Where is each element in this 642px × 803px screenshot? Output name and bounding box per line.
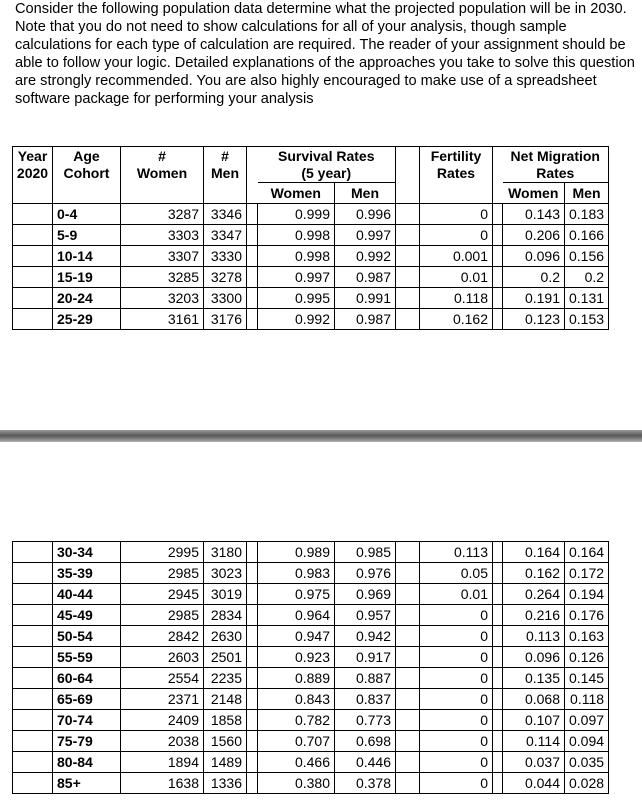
spacer-cell	[493, 668, 503, 689]
spacer-cell	[396, 288, 420, 309]
survival-women-cell: 0.782	[258, 710, 335, 731]
women-count-cell: 2371	[121, 689, 204, 710]
spacer-cell	[247, 605, 258, 626]
survival-women-cell: 0.707	[258, 731, 335, 752]
fertility-cell: 0	[420, 668, 493, 689]
migration-women-cell: 0.191	[503, 288, 565, 309]
survival-men-cell: 0.969	[335, 584, 396, 605]
survival-women-cell: 0.466	[258, 752, 335, 773]
women-count-cell: 2995	[121, 542, 204, 563]
survival-men-cell: 0.378	[335, 773, 396, 794]
spacer-cell	[247, 689, 258, 710]
header-women-count: # Women	[121, 147, 204, 183]
header-spacer	[493, 147, 503, 183]
table-row	[13, 584, 609, 605]
spacer-cell	[396, 267, 420, 288]
fertility-cell: 0	[420, 752, 493, 773]
year-cell	[13, 605, 53, 626]
migration-women-cell: 0.044	[503, 773, 565, 794]
survival-men-cell: 0.985	[335, 542, 396, 563]
year-cell	[13, 563, 53, 584]
migration-men-cell: 0.2	[565, 267, 609, 288]
year-cell	[13, 584, 53, 605]
spacer-cell	[396, 668, 420, 689]
spacer-cell	[396, 605, 420, 626]
men-count-cell: 1858	[204, 710, 247, 731]
migration-men-cell: 0.097	[565, 710, 609, 731]
table-row	[13, 773, 609, 794]
men-count-cell: 3176	[204, 309, 247, 330]
year-cell	[13, 773, 53, 794]
spacer-cell	[396, 225, 420, 246]
spacer-cell	[396, 773, 420, 794]
men-count-cell: 3300	[204, 288, 247, 309]
year-cell	[13, 246, 53, 267]
year-cell	[13, 752, 53, 773]
fertility-cell: 0	[420, 605, 493, 626]
women-count-cell: 2603	[121, 647, 204, 668]
spacer-cell	[247, 309, 258, 330]
men-count-cell: 3278	[204, 267, 247, 288]
spacer-cell	[396, 584, 420, 605]
spacer-cell	[493, 773, 503, 794]
spacer-cell	[493, 647, 503, 668]
table-row	[13, 246, 609, 267]
fertility-cell: 0.113	[420, 542, 493, 563]
fertility-cell: 0.01	[420, 584, 493, 605]
migration-women-cell: 0.216	[503, 605, 565, 626]
header-year: Year 2020	[13, 147, 53, 183]
migration-men-cell: 0.172	[565, 563, 609, 584]
survival-women-cell: 0.998	[258, 225, 335, 246]
migration-women-cell: 0.107	[503, 710, 565, 731]
spacer-cell	[247, 288, 258, 309]
migration-women-cell: 0.206	[503, 225, 565, 246]
spacer-cell	[396, 204, 420, 225]
migration-women-cell: 0.037	[503, 752, 565, 773]
migration-men-cell: 0.118	[565, 689, 609, 710]
age-cohort-cell: 30-34	[53, 542, 121, 563]
year-cell	[13, 309, 53, 330]
spacer-cell	[493, 689, 503, 710]
survival-women-cell: 0.843	[258, 689, 335, 710]
migration-women-cell: 0.068	[503, 689, 565, 710]
table-row	[13, 204, 609, 225]
spacer-cell	[247, 668, 258, 689]
age-cohort-cell: 0-4	[53, 204, 121, 225]
age-cohort-cell: 10-14	[53, 246, 121, 267]
men-count-cell: 3180	[204, 542, 247, 563]
spacer-cell	[247, 752, 258, 773]
men-count-cell: 1560	[204, 731, 247, 752]
age-cohort-cell: 50-54	[53, 626, 121, 647]
spacer-cell	[396, 626, 420, 647]
year-cell	[13, 225, 53, 246]
women-count-cell: 3285	[121, 267, 204, 288]
table-row	[13, 605, 609, 626]
fertility-cell: 0	[420, 689, 493, 710]
survival-men-cell: 0.887	[335, 668, 396, 689]
spacer-cell	[396, 542, 420, 563]
spacer-cell	[396, 731, 420, 752]
year-cell	[13, 647, 53, 668]
age-cohort-cell: 60-64	[53, 668, 121, 689]
age-cohort-cell: 15-19	[53, 267, 121, 288]
survival-men-cell: 0.773	[335, 710, 396, 731]
spacer-cell	[493, 605, 503, 626]
women-count-cell: 2409	[121, 710, 204, 731]
spacer-cell	[493, 626, 503, 647]
table-row	[13, 542, 609, 563]
migration-men-cell: 0.194	[565, 584, 609, 605]
spacer-cell	[396, 563, 420, 584]
survival-women-cell: 0.964	[258, 605, 335, 626]
year-cell	[13, 204, 53, 225]
age-cohort-cell: 85+	[53, 773, 121, 794]
men-count-cell: 1336	[204, 773, 247, 794]
age-cohort-cell: 75-79	[53, 731, 121, 752]
year-cell	[13, 668, 53, 689]
survival-women-cell: 0.999	[258, 204, 335, 225]
women-count-cell: 1638	[121, 773, 204, 794]
table-row	[13, 288, 609, 309]
spacer-cell	[493, 563, 503, 584]
survival-men-cell: 0.991	[335, 288, 396, 309]
survival-men-cell: 0.976	[335, 563, 396, 584]
spacer-cell	[396, 710, 420, 731]
migration-women-cell: 0.123	[503, 309, 565, 330]
spacer-cell	[493, 542, 503, 563]
spacer-cell	[247, 246, 258, 267]
spacer-cell	[247, 267, 258, 288]
spacer-cell	[247, 542, 258, 563]
year-cell	[13, 689, 53, 710]
spacer-cell	[247, 584, 258, 605]
header-men-count: # Men	[204, 147, 247, 183]
table-row	[13, 225, 609, 246]
women-count-cell: 2038	[121, 731, 204, 752]
migration-women-cell: 0.264	[503, 584, 565, 605]
survival-women-cell: 0.998	[258, 246, 335, 267]
spacer-cell	[493, 204, 503, 225]
fertility-cell: 0	[420, 773, 493, 794]
age-cohort-cell: 40-44	[53, 584, 121, 605]
survival-women-cell: 0.995	[258, 288, 335, 309]
year-cell	[13, 542, 53, 563]
fertility-cell: 0	[420, 225, 493, 246]
migration-women-cell: 0.114	[503, 731, 565, 752]
survival-men-cell: 0.996	[335, 204, 396, 225]
fertility-cell: 0.118	[420, 288, 493, 309]
table-bottom-body	[13, 542, 609, 794]
year-cell	[13, 731, 53, 752]
year-cell	[13, 626, 53, 647]
survival-men-cell: 0.942	[335, 626, 396, 647]
spacer-cell	[493, 267, 503, 288]
age-cohort-cell: 45-49	[53, 605, 121, 626]
table-row	[13, 309, 609, 330]
women-count-cell: 1894	[121, 752, 204, 773]
survival-men-cell: 0.987	[335, 267, 396, 288]
header-age-cohort: Age Cohort	[53, 147, 121, 183]
women-count-cell: 3161	[121, 309, 204, 330]
table-row	[13, 731, 609, 752]
men-count-cell: 3330	[204, 246, 247, 267]
migration-women-cell: 0.096	[503, 647, 565, 668]
header-survival-rates: Survival Rates (5 year)	[258, 147, 396, 183]
spacer-cell	[247, 626, 258, 647]
migration-men-cell: 0.176	[565, 605, 609, 626]
migration-men-cell: 0.094	[565, 731, 609, 752]
spacer-cell	[247, 225, 258, 246]
spacer-cell	[396, 309, 420, 330]
header-migration-women: Women	[503, 183, 565, 204]
header-survival-women: Women	[258, 183, 335, 204]
men-count-cell: 2501	[204, 647, 247, 668]
spacer-cell	[396, 647, 420, 668]
header-migration-men: Men	[565, 183, 609, 204]
spacer-cell	[247, 563, 258, 584]
men-count-cell: 1489	[204, 752, 247, 773]
table-row	[13, 752, 609, 773]
migration-men-cell: 0.131	[565, 288, 609, 309]
survival-women-cell: 0.889	[258, 668, 335, 689]
migration-men-cell: 0.163	[565, 626, 609, 647]
survival-men-cell: 0.987	[335, 309, 396, 330]
age-cohort-cell: 25-29	[53, 309, 121, 330]
table-top-body	[13, 204, 609, 330]
spacer-cell	[396, 689, 420, 710]
spacer-cell	[493, 731, 503, 752]
spacer-cell	[493, 309, 503, 330]
spacer-cell	[247, 647, 258, 668]
header-fertility-rates: Fertility Rates	[420, 147, 493, 183]
women-count-cell: 3287	[121, 204, 204, 225]
survival-men-cell: 0.957	[335, 605, 396, 626]
survival-women-cell: 0.983	[258, 563, 335, 584]
population-table-top	[12, 146, 609, 330]
table-row	[13, 689, 609, 710]
age-cohort-cell: 20-24	[53, 288, 121, 309]
question-text: Consider the following population data determine what the projected population will be in 2030. Note that you do not need to show calculations for all of your analysis, though sample calculations for each type of calculation are required. The reader of your assignment should be able to follow your logic. Detailed explanations of the approaches you take to solve this question are strongly recommended. You are also highly encouraged to make use of a spreadsheet software package for performing your analysis	[15, 1, 635, 107]
spacer-cell	[396, 246, 420, 267]
women-count-cell: 2985	[121, 563, 204, 584]
table-row	[13, 563, 609, 584]
survival-men-cell: 0.446	[335, 752, 396, 773]
header-net-migration-rates: Net Migration Rates	[503, 147, 609, 183]
fertility-cell: 0.001	[420, 246, 493, 267]
men-count-cell: 2235	[204, 668, 247, 689]
survival-women-cell: 0.380	[258, 773, 335, 794]
women-count-cell: 3307	[121, 246, 204, 267]
migration-men-cell: 0.153	[565, 309, 609, 330]
migration-men-cell: 0.126	[565, 647, 609, 668]
women-count-cell: 3203	[121, 288, 204, 309]
year-cell	[13, 288, 53, 309]
spacer-cell	[493, 710, 503, 731]
spacer-cell	[493, 288, 503, 309]
survival-men-cell: 0.698	[335, 731, 396, 752]
women-count-cell: 2842	[121, 626, 204, 647]
age-cohort-cell: 80-84	[53, 752, 121, 773]
survival-men-cell: 0.837	[335, 689, 396, 710]
spacer-cell	[493, 246, 503, 267]
migration-women-cell: 0.143	[503, 204, 565, 225]
survival-men-cell: 0.997	[335, 225, 396, 246]
header-spacer	[247, 147, 258, 183]
men-count-cell: 2630	[204, 626, 247, 647]
year-cell	[13, 710, 53, 731]
survival-women-cell: 0.992	[258, 309, 335, 330]
fertility-cell: 0.162	[420, 309, 493, 330]
migration-men-cell: 0.028	[565, 773, 609, 794]
spacer-cell	[247, 773, 258, 794]
migration-women-cell: 0.096	[503, 246, 565, 267]
migration-women-cell: 0.164	[503, 542, 565, 563]
men-count-cell: 3023	[204, 563, 247, 584]
fertility-cell: 0	[420, 731, 493, 752]
migration-men-cell: 0.164	[565, 542, 609, 563]
fertility-cell: 0	[420, 204, 493, 225]
migration-women-cell: 0.113	[503, 626, 565, 647]
survival-women-cell: 0.947	[258, 626, 335, 647]
spacer-cell	[493, 584, 503, 605]
table-row	[13, 267, 609, 288]
migration-women-cell: 0.162	[503, 563, 565, 584]
spacer-cell	[396, 752, 420, 773]
table-row	[13, 668, 609, 689]
migration-men-cell: 0.183	[565, 204, 609, 225]
page-break-bar	[0, 430, 642, 442]
fertility-cell: 0	[420, 626, 493, 647]
men-count-cell: 2148	[204, 689, 247, 710]
table-row	[13, 647, 609, 668]
age-cohort-cell: 70-74	[53, 710, 121, 731]
migration-women-cell: 0.135	[503, 668, 565, 689]
survival-women-cell: 0.997	[258, 267, 335, 288]
survival-men-cell: 0.992	[335, 246, 396, 267]
table-row	[13, 626, 609, 647]
spacer-cell	[247, 731, 258, 752]
fertility-cell: 0	[420, 647, 493, 668]
migration-men-cell: 0.145	[565, 668, 609, 689]
table-row	[13, 710, 609, 731]
spacer-cell	[493, 752, 503, 773]
fertility-cell: 0	[420, 710, 493, 731]
migration-men-cell: 0.156	[565, 246, 609, 267]
men-count-cell: 2834	[204, 605, 247, 626]
spacer-cell	[493, 225, 503, 246]
year-cell	[13, 267, 53, 288]
survival-women-cell: 0.989	[258, 542, 335, 563]
age-cohort-cell: 65-69	[53, 689, 121, 710]
migration-men-cell: 0.035	[565, 752, 609, 773]
men-count-cell: 3346	[204, 204, 247, 225]
migration-men-cell: 0.166	[565, 225, 609, 246]
fertility-cell: 0.05	[420, 563, 493, 584]
women-count-cell: 2554	[121, 668, 204, 689]
women-count-cell: 3303	[121, 225, 204, 246]
survival-women-cell: 0.923	[258, 647, 335, 668]
men-count-cell: 3019	[204, 584, 247, 605]
age-cohort-cell: 35-39	[53, 563, 121, 584]
age-cohort-cell: 5-9	[53, 225, 121, 246]
men-count-cell: 3347	[204, 225, 247, 246]
survival-women-cell: 0.975	[258, 584, 335, 605]
fertility-cell: 0.01	[420, 267, 493, 288]
women-count-cell: 2945	[121, 584, 204, 605]
migration-women-cell: 0.2	[503, 267, 565, 288]
population-table-bottom	[12, 541, 609, 794]
header-spacer	[396, 147, 420, 183]
survival-men-cell: 0.917	[335, 647, 396, 668]
spacer-cell	[247, 204, 258, 225]
header-survival-men: Men	[335, 183, 396, 204]
spacer-cell	[247, 710, 258, 731]
age-cohort-cell: 55-59	[53, 647, 121, 668]
women-count-cell: 2985	[121, 605, 204, 626]
